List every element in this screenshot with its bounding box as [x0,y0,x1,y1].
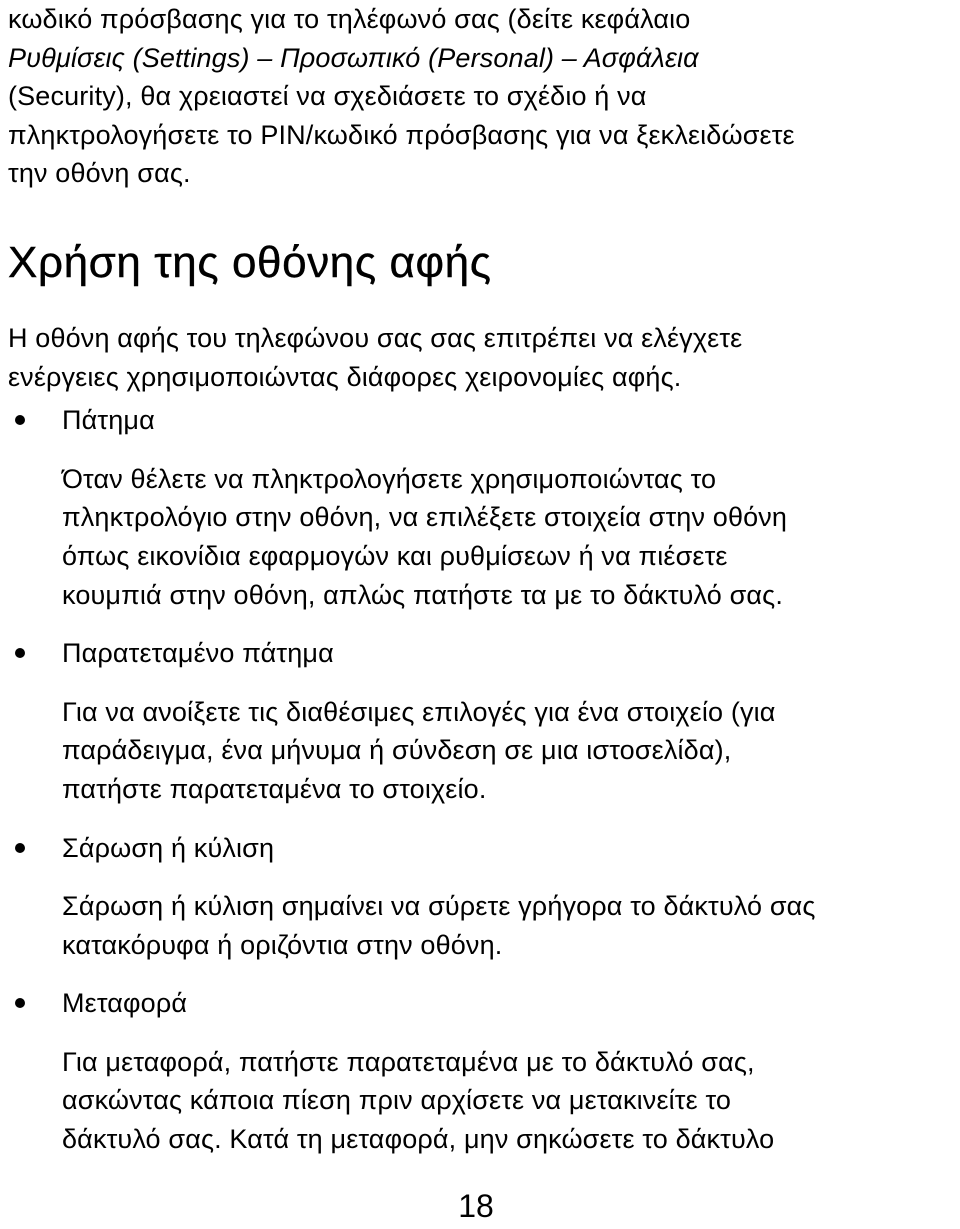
gesture-description-line: κουμπιά στην οθόνη, απλώς πατήστε τα με το δάκτυλό σας. [62,579,783,610]
gesture-description-line: παράδειγμα, ένα μήνυμα ή σύνδεση σε μια ιστοσελίδα), [62,735,732,766]
document-page [8,0,953,1159]
gesture-title: Παρατεταμένο πάτημα [62,638,334,669]
bullet-icon [15,843,25,853]
description-line: ενέργειες χρησιμοποιώντας διάφορες χειρονομίες αφής. [8,361,682,392]
gesture-item-tap [8,401,953,614]
gesture-item-long-press [8,634,953,808]
gesture-description-line: όπως εικονίδια εφαρμογών και ρυθμίσεων ή να πιέσετε [62,540,728,571]
gesture-list [8,401,953,1159]
gesture-title: Σάρωση ή κύλιση [62,832,275,863]
intro-line: την οθόνη σας. [8,158,191,189]
gesture-description-line: Για μεταφορά, πατήστε παρατεταμένα με το δάκτυλό σας, [62,1046,755,1077]
gesture-description-line: κατακόρυφα ή οριζόντια στην οθόνη. [62,929,503,960]
gesture-description-line: Όταν θέλετε να πληκτρολογήσετε χρησιμοποιώντας το [62,463,717,494]
intro-line: (Security), θα χρειαστεί να σχεδιάσετε το σχέδιο ή να [8,81,647,112]
gesture-description [62,460,953,614]
bullet-icon [15,415,25,425]
gesture-description [62,887,953,964]
gesture-title: Πάτημα [62,405,155,436]
gesture-description-line: πατήστε παρατεταμένα το στοιχείο. [62,773,487,804]
gesture-description-line: Για να ανοίξετε τις διαθέσιμες επιλογές για ένα στοιχείο (για [62,696,776,727]
gesture-title: Μεταφορά [62,988,188,1019]
section-description [8,319,953,396]
bullet-icon [15,648,25,658]
intro-line: Ρυθμίσεις (Settings) – Προσωπικό (Personal) – Ασφάλεια [8,42,699,73]
gesture-description [62,693,953,809]
gesture-item-drag [8,984,953,1158]
page-number: 18 [458,1188,494,1224]
gesture-description-line: Σάρωση ή κύλιση σημαίνει να σύρετε γρήγορα το δάκτυλό σας [62,891,816,922]
description-line: Η οθόνη αφής του τηλεφώνου σας σας επιτρέπει να ελέγχετε [8,322,743,353]
gesture-description-line: δάκτυλό σας. Κατά τη μεταφορά, μην σηκώσετε το δάκτυλο [62,1124,775,1155]
section-heading: Χρήση της οθόνης αφής [8,237,492,287]
intro-line: πληκτρολογήσετε το PIN/κωδικό πρόσβασης για να ξεκλειδώσετε [8,119,795,150]
intro-paragraph [8,0,953,193]
gesture-description-line: πληκτρολόγιο στην οθόνη, να επιλέξετε στοιχεία στην οθόνη [62,502,788,533]
intro-line: κωδικό πρόσβασης για το τηλέφωνό σας (δείτε κεφάλαιο [8,4,691,34]
bullet-icon [15,998,25,1008]
gesture-item-swipe [8,829,953,965]
gesture-description [62,1043,953,1159]
gesture-description-line: ασκώντας κάποια πίεση πριν αρχίσετε να μετακινείτε το [62,1085,732,1116]
